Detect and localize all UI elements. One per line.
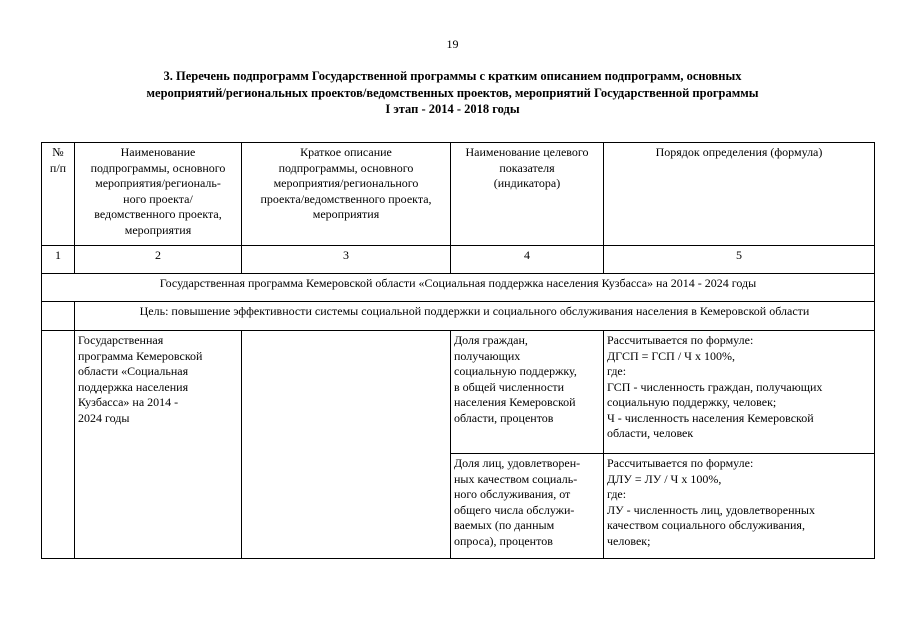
header-text: показателя	[499, 160, 555, 175]
indicator-text: ного обслуживания, от	[454, 487, 571, 501]
formula-text: ДЛУ = ЛУ / Ч x 100%,	[607, 471, 722, 486]
formula-text: ДГСП = ГСП / Ч x 100%,	[607, 348, 735, 363]
indicator-name-cell	[451, 454, 604, 559]
indicator-text: социальную поддержку,	[454, 364, 577, 378]
indicator-text: общего числа обслужи-	[454, 502, 575, 517]
column-number: 3	[242, 246, 451, 274]
indicator-text: Доля лиц, удовлетворен-	[454, 456, 581, 470]
header-text: подпрограммы, основного	[278, 160, 414, 175]
formula-text: социальную поддержку, человек;	[607, 395, 777, 409]
section-heading	[60, 68, 845, 118]
header-text: Наименование	[120, 145, 196, 159]
header-number	[42, 143, 75, 246]
subprogram-text: программа Кемеровской	[78, 348, 203, 363]
indicator-text: опроса), процентов	[454, 533, 553, 548]
subprogram-text: области «Социальная	[78, 364, 189, 378]
header-text: подпрограммы, основного	[90, 160, 226, 175]
header-description	[242, 143, 451, 246]
formula-text: человек;	[607, 533, 651, 548]
header-text: №	[52, 145, 64, 159]
subprograms-table	[41, 142, 875, 559]
table-row	[42, 331, 875, 454]
heading-line-1: 3. Перечень подпрограмм Государственной программы с кратким описанием подпрограмм, основных	[163, 69, 742, 83]
description-cell	[242, 331, 451, 559]
number-cell	[42, 331, 75, 559]
indicator-text: области, процентов	[454, 410, 554, 425]
formula-text: Ч - численность населения Кемеровской	[607, 410, 814, 425]
header-text: мероприятия	[312, 207, 380, 221]
program-row	[42, 274, 875, 302]
formula-cell	[604, 454, 875, 559]
column-number: 2	[75, 246, 242, 274]
header-text: (индикатора)	[493, 176, 561, 190]
indicator-text: в общей численности	[454, 379, 564, 394]
subprogram-text: Кузбасса» на 2014 -	[78, 395, 179, 409]
header-name	[75, 143, 242, 246]
page-number: 19	[446, 37, 459, 51]
indicator-text: ных качеством социаль-	[454, 471, 578, 486]
goal-empty-cell	[42, 302, 75, 331]
column-number: 1	[42, 246, 75, 274]
goal-text: Цель: повышение эффективности системы социальной поддержки и социального обслуживания населения в Кемеровской области	[75, 302, 875, 331]
header-text: мероприятия/региональ-	[95, 176, 221, 190]
header-text: Краткое описание	[300, 145, 392, 159]
formula-text: качеством социального обслуживания,	[607, 518, 805, 532]
formula-text: области, человек	[607, 426, 694, 440]
header-indicator	[451, 143, 604, 246]
column-number: 5	[604, 246, 875, 274]
header-text: мероприятия	[124, 222, 192, 237]
header-text: Наименование целевого	[465, 145, 589, 159]
column-numbers-row	[42, 246, 875, 274]
goal-row	[42, 302, 875, 331]
heading-line-3: I этап - 2014 - 2018 годы	[385, 102, 520, 116]
header-text: мероприятия/регионального	[273, 176, 419, 190]
formula-text: Рассчитывается по формуле:	[607, 456, 754, 470]
table-header-row	[42, 143, 875, 246]
formula-text: ЛУ - численность лиц, удовлетворенных	[607, 502, 815, 517]
header-text: ного проекта/	[123, 191, 193, 206]
formula-text: где:	[607, 487, 627, 501]
column-number: 4	[451, 246, 604, 274]
formula-text: Рассчитывается по формуле:	[607, 333, 754, 347]
indicator-text: ваемых (по данным	[454, 518, 555, 532]
indicator-text: населения Кемеровской	[454, 395, 576, 409]
header-text: проекта/ведомственного проекта,	[260, 191, 432, 206]
indicator-name-cell	[451, 331, 604, 454]
formula-text: ГСП - численность граждан, получающих	[607, 379, 823, 394]
header-text: п/п	[49, 160, 67, 175]
header-text: Порядок определения (формула)	[655, 145, 823, 159]
subprogram-text: 2024 годы	[78, 410, 130, 425]
formula-cell	[604, 331, 875, 454]
subprogram-text: Государственная	[78, 333, 164, 347]
header-formula	[604, 143, 875, 246]
indicator-text: Доля граждан,	[454, 333, 528, 347]
formula-text: где:	[607, 364, 627, 378]
header-text: ведомственного проекта,	[94, 207, 222, 221]
indicator-text: получающих	[454, 348, 521, 363]
heading-line-2: мероприятий/региональных проектов/ведомственных проектов, мероприятий Государственной программы	[146, 85, 759, 100]
subprogram-text: поддержка населения	[78, 379, 189, 394]
subprogram-name-cell	[75, 331, 242, 559]
program-title: Государственная программа Кемеровской области «Социальная поддержка населения Кузбасса» на 2014 - 2024 годы	[42, 274, 875, 302]
